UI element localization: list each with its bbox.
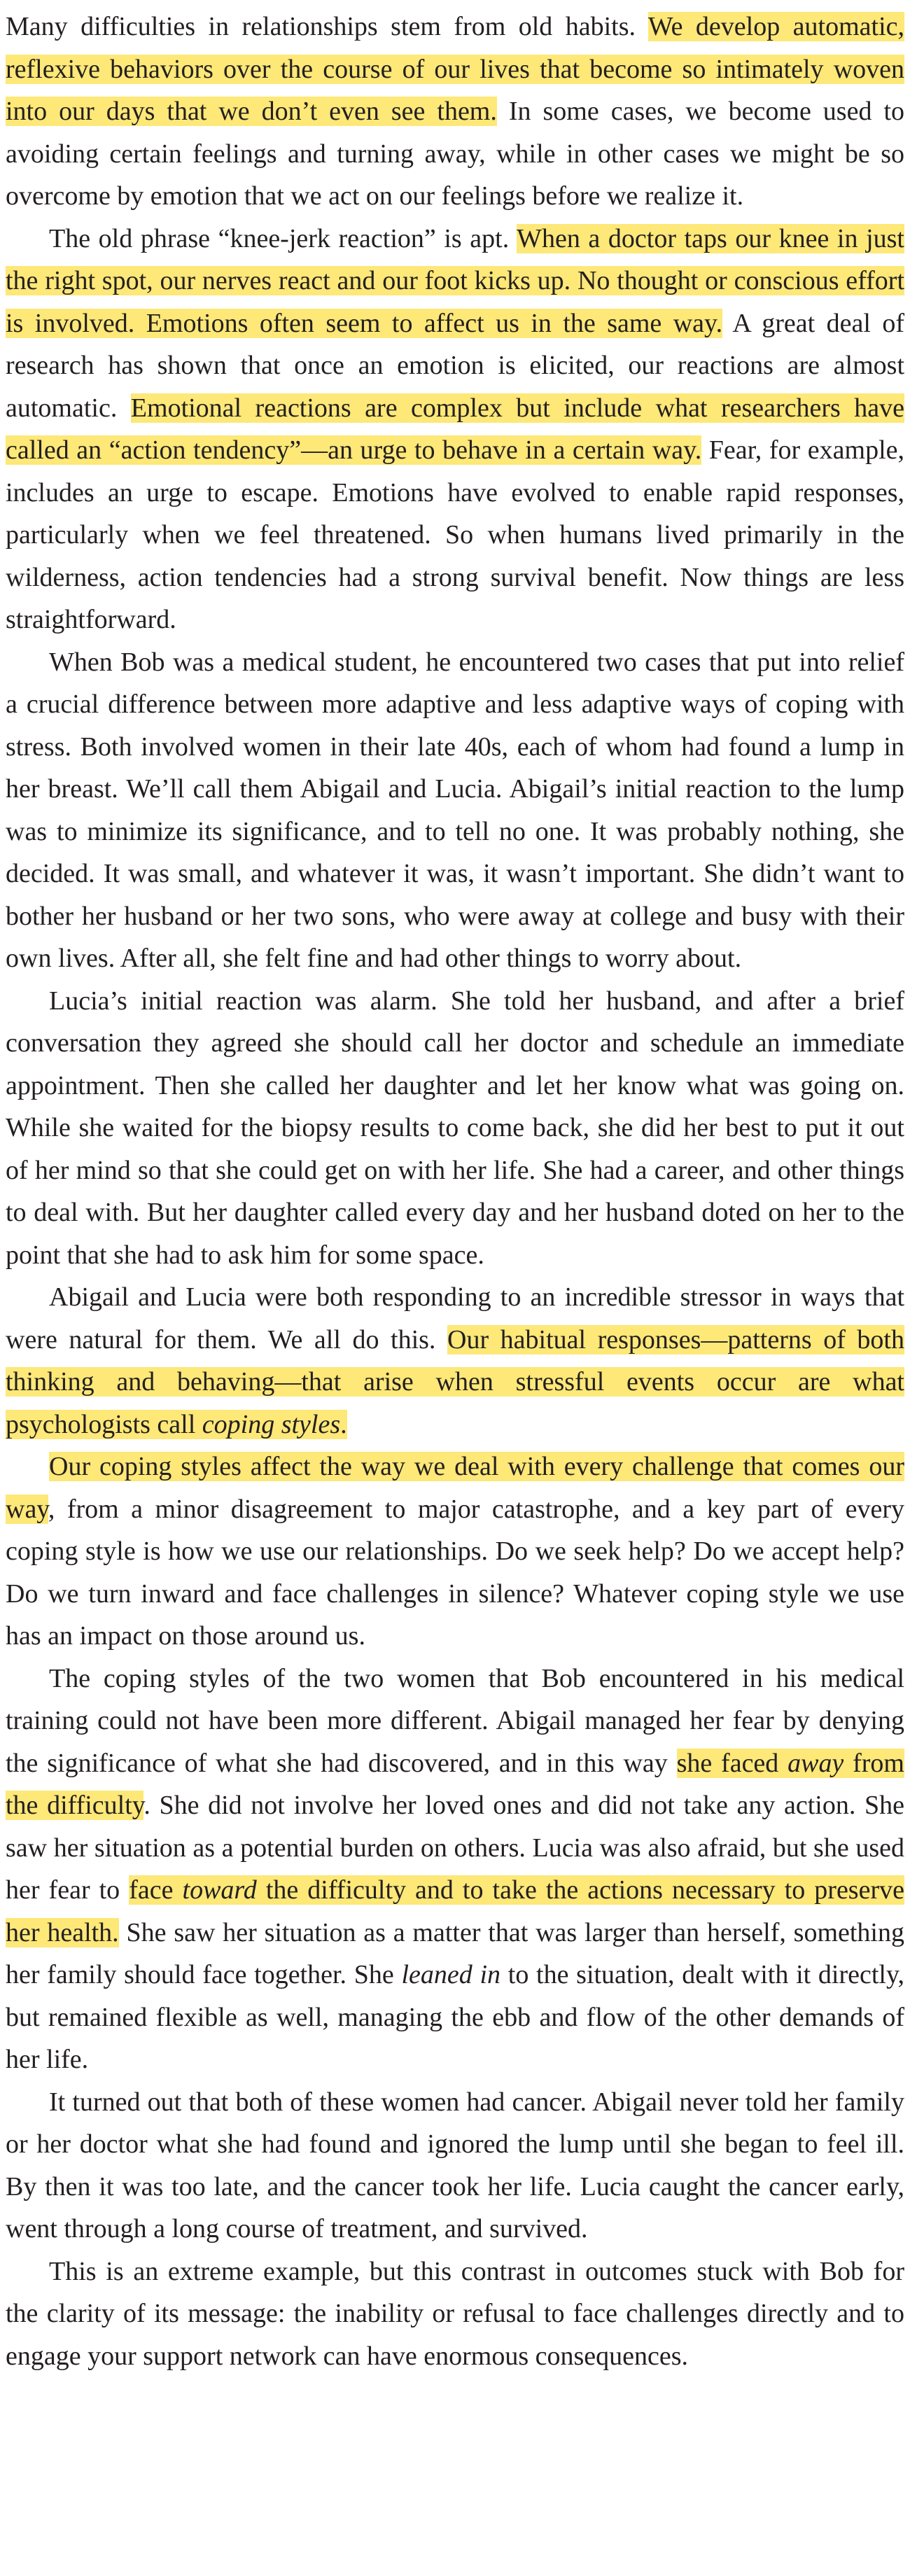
paragraph-3	[6, 641, 904, 980]
paragraph-6	[6, 1446, 904, 1658]
highlighted-text: When a doctor taps our knee in just the right spot, our nerves react and our foot kicks up. No thought or conscious effort is involved. Emotions often seem to affect us in the same way.	[6, 223, 904, 338]
highlighted-text: We develop automatic, reflexive behaviors over the course of our lives that become so intimately woven into our days that we don’t even see them.	[6, 12, 904, 126]
highlighted-text: Our coping styles affect the way we deal with every challenge that comes our way	[6, 1452, 904, 1524]
paragraph-8	[6, 2081, 904, 2250]
paragraph-4	[6, 980, 904, 1277]
highlighted-text: she faced	[676, 1748, 788, 1778]
highlighted-text: Emotional reactions are complex but include what researchers have called an “action tendency”—an urge to behave in a certain way.	[6, 393, 904, 465]
highlighted-text: Our habitual responses—patterns of both thinking and behaving—that arise when stressful events occur are what psychologists call	[6, 1324, 904, 1439]
highlighted-text: face	[129, 1875, 183, 1905]
text-run: It turned out that both of these women had cancer. Abigail never told her family or her doctor what she had found and ignored the lump until she began to feel ill. By then it was too late, and the cancer took her life. Lucia caught the cancer early, went through a long course of treatment, and survived.	[6, 2087, 904, 2244]
text-run: Abigail and Lucia were both responding to an incredible stressor in ways that were natural for them. We all do this.	[6, 1282, 904, 1354]
highlighted-text: from the difficulty	[6, 1748, 904, 1820]
body-text	[6, 6, 904, 2377]
text-run: to the situation, dealt with it directly, but remained flexible as well, managing the ebb and flow of the other demands of her life.	[6, 1960, 904, 2074]
text-run: , from a minor disagreement to major catastrophe, and a key part of every coping style is how we use our relationships. Do we seek help? Do we accept help? Do we turn inward and face challenges in silence? Whatever coping style we use has an impact on those around us.	[6, 1494, 904, 1651]
text-run: Many difficulties in relationships stem from old habits.	[6, 12, 648, 41]
paragraph-1	[6, 6, 904, 218]
text-run: Fear, for example, includes an urge to escape. Emotions have evolved to enable rapid responses, particularly when we feel threatened. So when humans lived primarily in the wilderness, action tendencies had a strong survival benefit. Now things are less straightforward.	[6, 435, 904, 634]
highlighted-text: the difficulty and to take the actions necessary to preserve her health.	[6, 1875, 904, 1947]
text-run: The old phrase “knee-jerk reaction” is apt.	[49, 223, 517, 253]
text-run: . She did not involve her loved ones and did not take any action. She saw her situation as a potential burden on others. Lucia was also afraid, but she used her fear to	[6, 1791, 904, 1905]
text-run: Lucia’s initial reaction was alarm. She told her husband, and after a brief conversation they agreed she should call her doctor and schedule an immediate appointment. Then she called her daughter and let her know what was going on. While she waited for the biopsy results to come back, she did her best to put it out of her mind so that she could get on with her life. She had a career, and other things to deal with. But her daughter called every day and her husband doted on her to the point that she had to ask him for some space.	[6, 986, 904, 1270]
text-run: In some cases, we become used to avoiding certain feelings and turning away, while in other cases we might be so overcome by emotion that we act on our feelings before we realize it.	[6, 97, 904, 211]
italic-text: leaned in	[401, 1960, 501, 1989]
highlighted-text: coping styles	[202, 1409, 341, 1439]
highlighted-text: away	[788, 1748, 844, 1778]
paragraph-2	[6, 218, 904, 641]
paragraph-9	[6, 2250, 904, 2378]
text-run: The coping styles of the two women that Bob encountered in his medical training could not have been more different. Abigail managed her fear by denying the significance of what she had discovered, and in this way	[6, 1663, 904, 1778]
paragraph-7	[6, 1658, 904, 2081]
text-run: When Bob was a medical student, he encountered two cases that put into relief a crucial difference between more adaptive and less adaptive ways of coping with stress. Both involved women in their late 40s, each of whom had found a lump in her breast. We’ll call them Abigail and Lucia. Abigail’s initial reaction to the lump was to minimize its significance, and to tell no one. It was probably nothing, she decided. It was small, and whatever it was, it wasn’t important. She didn’t want to bother her husband or her two sons, who were away at college and busy with their own lives. After all, she felt fine and had other things to worry about.	[6, 647, 904, 973]
highlighted-text: .	[340, 1409, 347, 1439]
text-run: A great deal of research has shown that once an emotion is elicited, our reactions are almost automatic.	[6, 308, 904, 423]
text-run: She saw her situation as a matter that was larger than herself, something her family should face together. She	[6, 1917, 904, 1989]
highlighted-text: toward	[182, 1875, 257, 1905]
paragraph-5	[6, 1276, 904, 1446]
text-run: This is an extreme example, but this contrast in outcomes stuck with Bob for the clarity of its message: the inability or refusal to face challenges directly and to engage your support network can have enormous consequences.	[6, 2256, 904, 2371]
